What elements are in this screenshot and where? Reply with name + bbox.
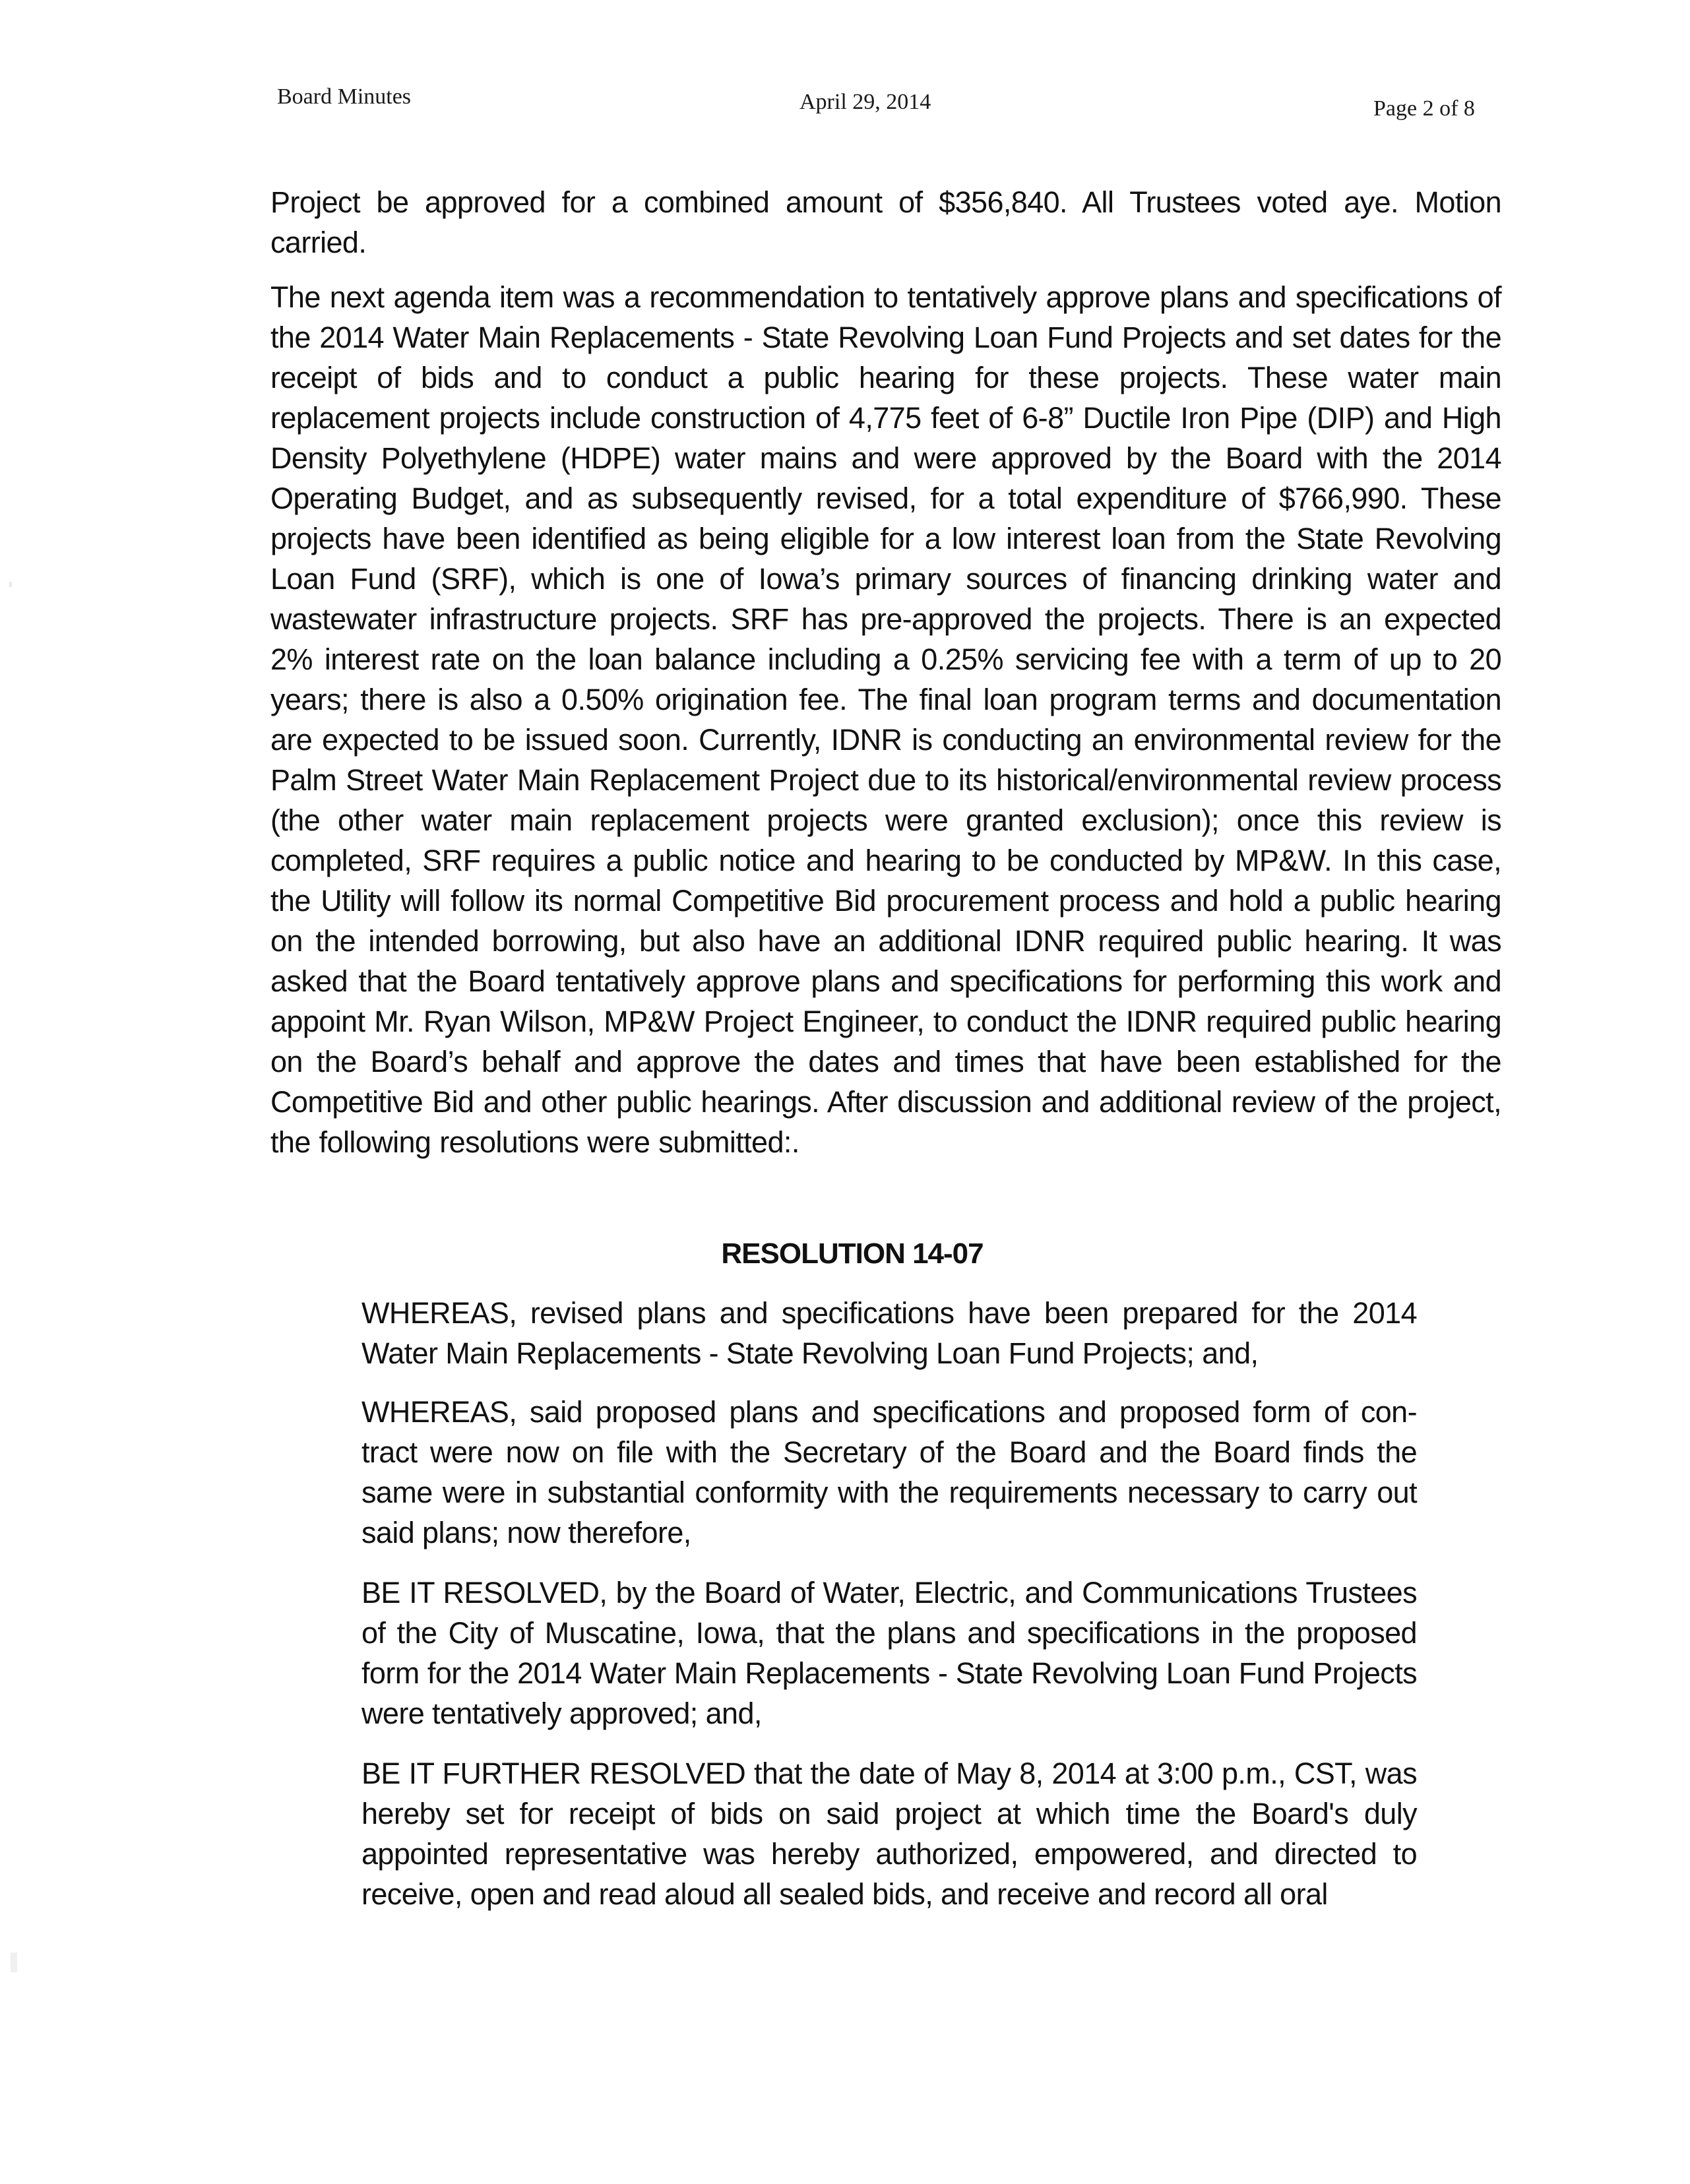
resolution-clause: BE IT RESOLVED, by the Board of Water, Electric, and Communications Trustees of the City of Muscatine, Iowa, that the plans and specifications in the proposed form for the 2014 Water Main Replacements - State Revolving Loan Fund Projects were tentatively approved; and, <box>361 1576 1417 1730</box>
body-paragraph: The next agenda item was a recommendation to tentatively approve plans and specifications of the 2014 Water Main Replacements - State Revolving Loan Fund Projects and set dates for the receipt of bids and to conduct a public hearing for these projects. These water main replacement projects include construction of 4,775 feet of 6-8” Ductile Iron Pipe (DIP) and High Density Polyethylene (HDPE) water mains and were approved by the Board with the 2014 Operating Budget, and as subsequently revised, for a total expenditure of $766,990. These projects have been identified as being eligible for a low interest loan from the State Revolving Loan Fund (SRF), which is one of Iowa’s primary sources of financing drinking water and wastewater infrastructure projects. SRF has pre-approved the projects. There is an expected 2% interest rate on the loan balance including a 0.25% servicing fee with a term of up to 20 years; there is also a 0.50% origination fee. The final loan program terms and documentation are expected to be issued soon. Currently, IDNR is conducting an environmental review for the Palm Street Water Main Replacement Project due to its historical/environmental review process (the other water main replacement projects were granted exclusion); once this review is completed, SRF requires a public notice and hearing to be conducted by MP&W. In this case, the Utility will follow its normal Competitive Bid procurement process and hold a public hearing on the intended borrowing, but also have an additional IDNR required public hearing. It was asked that the Board tentatively approve plans and specifications for performing this work and appoint Mr. Ryan Wilson, MP&W Project Engineer, to conduct the IDNR required public hearing on the Board’s behalf and approve the dates and times that have been established for the Competitive Bid and other public hearings. After discussion and additional review of the project, the following resolutions were submitted:. <box>270 280 1501 1159</box>
scan-artifact <box>11 1952 17 1972</box>
resolution-clause: BE IT FURTHER RESOLVED that the date of May 8, 2014 at 3:00 p.m., CST, was hereby set for receipt of bids on said project at which time the Board's duly appointed representative was hereby authorized, empowered, and directed to receive, open and read aloud all sealed bids, and receive and record all oral <box>361 1757 1417 1911</box>
header-page-number: Page 2 of 8 <box>1373 96 1475 121</box>
body-paragraph: Project be approved for a combined amount of $356,840. All Trustees voted aye. Motion carried. <box>270 185 1501 259</box>
scan-artifact <box>9 582 12 587</box>
header-meeting-date: April 29, 2014 <box>799 90 931 114</box>
header-document-title: Board Minutes <box>277 84 412 109</box>
resolution-clause: WHEREAS, revised plans and specifications have been prepared for the 2014 Water Main Replacements - State Revolving Loan Fund Projects; and, <box>361 1296 1417 1370</box>
resolution-clause: WHEREAS, said proposed plans and specifications and proposed form of con-tract were now on file with the Secretary of the Board and the Board finds the same were in substantial conformity with the requirements necessary to carry out said plans; now therefore, <box>361 1395 1417 1549</box>
page-header <box>0 80 1690 120</box>
resolution-title: RESOLUTION 14-07 <box>721 1237 984 1270</box>
